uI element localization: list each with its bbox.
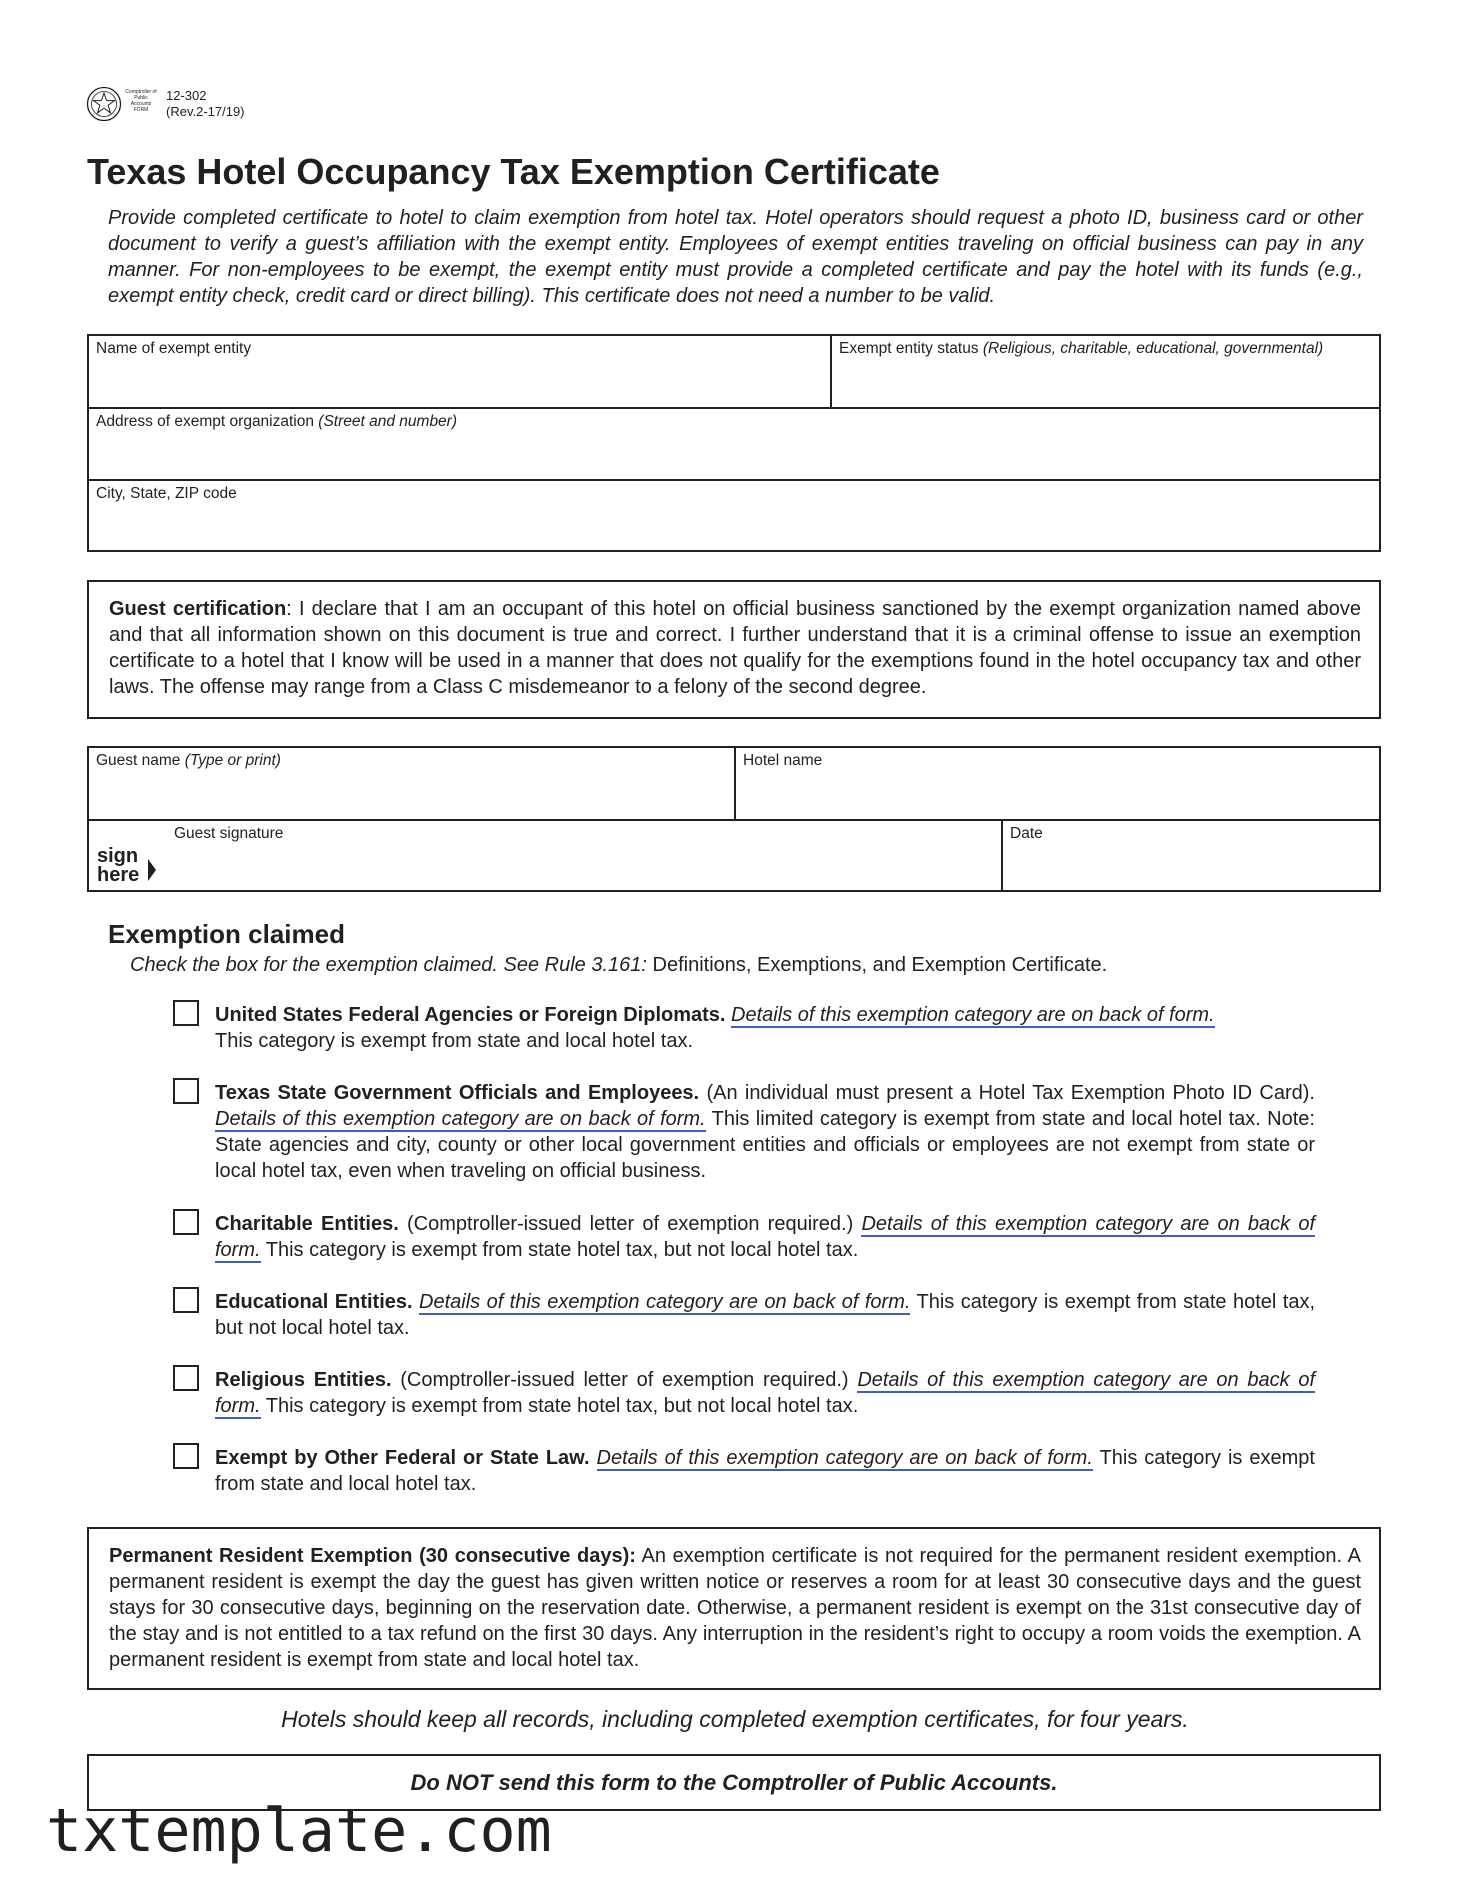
details-link-state[interactable]: Details of this exemption category are on back of form. xyxy=(215,1108,706,1130)
details-link-religious[interactable]: Details of this exemption category are on back of form. xyxy=(215,1369,1316,1417)
date-field[interactable] xyxy=(1003,821,1379,890)
intro-paragraph: Provide completed certificate to hotel to claim exemption from hotel tax. Hotel operators should request a photo ID, business card or other document to verify a guest’s affiliation with the exempt entity. Employees of exempt entities traveling on official business can pay in any manner. For non-employees to be exempt, the exempt entity must provide a completed certificate and pay the hotel with its funds (e.g., exempt entity check, credit card or direct billing). This certificate does not need a number to be valid. xyxy=(108,207,1363,307)
exempt-entity-name-field[interactable] xyxy=(89,336,830,408)
hotel-name-field[interactable] xyxy=(736,748,1379,820)
date-label: Date xyxy=(1010,825,1043,842)
checkbox-charitable[interactable] xyxy=(173,1209,199,1235)
details-link-federal[interactable]: Details of this exemption category are on back of form. xyxy=(731,1004,1215,1026)
watermark: txtemplate.com xyxy=(46,1796,552,1866)
permanent-resident-box xyxy=(87,1527,1381,1690)
permanent-resident-text: Permanent Resident Exemption (30 consecutive days): An exemption certificate is not required for the permanent resident exemption. A permanent resident is exempt the day the guest has given written notice or reserves a room for at least 30 consecutive days and the guest stays for 30 consecutive days, beginning on the reservation date. Otherwise, a permanent resident is exempt on the 31st consecutive day of the stay and is not entitled to a tax refund on the first 30 days. Any interruption in the resident’s right to occupy a room voids the exemption. A permanent resident is exempt from state and local hotel tax. xyxy=(109,1545,1361,1671)
checkbox-other-law[interactable] xyxy=(173,1443,199,1469)
details-link-charitable[interactable]: Details of this exemption category are on back of form. xyxy=(215,1213,1316,1261)
entity-fields-table xyxy=(87,334,1381,552)
sign-here-arrow-icon xyxy=(148,859,156,881)
keep-records-note: Hotels should keep all records, including completed exemption certificates, for four years. xyxy=(281,1706,1189,1732)
comptroller-seal-icon xyxy=(86,86,122,122)
guest-certification-box xyxy=(87,580,1381,719)
page-title: Texas Hotel Occupancy Tax Exemption Certificate xyxy=(87,151,940,192)
guest-fields-table xyxy=(87,746,1381,892)
form-number-block xyxy=(166,88,245,120)
hotel-name-label: Hotel name xyxy=(743,752,823,769)
checkbox-federal-agencies[interactable] xyxy=(173,1000,199,1026)
exempt-entity-status-hint: (Religious, charitable, educational, governmental) xyxy=(982,340,1324,357)
details-link-educational[interactable]: Details of this exemption category are on back of form. xyxy=(419,1291,911,1313)
guest-signature-field[interactable] xyxy=(89,821,1001,890)
exempt-entity-status-label: Exempt entity status (Religious, charitable, educational, governmental) xyxy=(839,340,1324,357)
guest-certification-text: Guest certification: I declare that I am an occupant of this hotel on official business sanctioned by the exempt organization named above and that all information shown on this document is true and correct. I further understand that it is a criminal offense to issue an exemption certificate to a hotel that I know will be used in a manner that does not qualify for the exemptions found in the hotel occupancy tax and other laws. The offense may range from a Class C misdemeanor to a felony of the second degree. xyxy=(109,598,1361,698)
checkbox-state-officials[interactable] xyxy=(173,1078,199,1104)
checkbox-religious[interactable] xyxy=(173,1365,199,1391)
form-number: 12-302 xyxy=(166,88,207,103)
details-link-other-law[interactable]: Details of this exemption category are on back of form. xyxy=(596,1447,1093,1469)
city-state-zip-field[interactable] xyxy=(89,481,1379,550)
do-not-send-text: Do NOT send this form to the Comptroller of Public Accounts. xyxy=(410,1770,1058,1795)
option-federal-agencies: United States Federal Agencies or Foreign Diplomats. Details of this exemption category are on back of form. This category is exempt from state and local hotel tax. xyxy=(215,1004,1215,1052)
exempt-org-address-hint: (Street and number) xyxy=(318,413,458,430)
option-charitable: Charitable Entities. (Comptroller-issued letter of exemption required.) Details of this exemption category are on back of form. This category is exempt from state hotel tax, but not local hotel tax. xyxy=(215,1213,1316,1261)
guest-signature-label: Guest signature xyxy=(174,825,284,842)
sign-here-marker: sign here xyxy=(97,845,140,886)
option-other-law: Exempt by Other Federal or State Law. Details of this exemption category are on back of form. This category is exempt from state and local hotel tax. xyxy=(215,1447,1315,1495)
guest-name-hint: (Type or print) xyxy=(184,752,281,769)
form-revision: (Rev.2-17/19) xyxy=(166,104,245,119)
seal-caption: Comptroller of Public Accounts FORM xyxy=(125,89,157,113)
exempt-org-address-label: Address of exempt organization (Street and number) xyxy=(96,413,458,430)
guest-name-label: Guest name (Type or print) xyxy=(96,752,281,769)
option-educational: Educational Entities. Details of this exemption category are on back of form. This category is exempt from state hotel tax, but not local hotel tax. xyxy=(215,1291,1316,1339)
checkbox-educational[interactable] xyxy=(173,1287,199,1313)
exempt-entity-name-label: Name of exempt entity xyxy=(96,340,252,357)
exemption-instruction: Check the box for the exemption claimed. See Rule 3.161: Definitions, Exemptions, and Exemption Certificate. xyxy=(130,954,1108,976)
guest-certification-heading: Guest certification xyxy=(109,598,287,620)
exemption-claimed-heading: Exemption claimed xyxy=(108,919,345,949)
exempt-entity-status-field[interactable] xyxy=(832,336,1381,408)
option-religious: Religious Entities. (Comptroller-issued letter of exemption required.) Details of this exemption category are on back of form. This category is exempt from state hotel tax, but not local hotel tax. xyxy=(215,1369,1316,1417)
city-state-zip-label: City, State, ZIP code xyxy=(96,485,237,502)
permanent-resident-heading: Permanent Resident Exemption (30 consecutive days): xyxy=(109,1545,636,1567)
option-state-officials: Texas State Government Officials and Employees. (An individual must present a Hotel Tax Exemption Photo ID Card). Details of this exemption category are on back of form. This limited category is exempt from state and local hotel tax. Note: State agencies and city, county or other local government entities and officials or employees are not exempt from state or local hotel tax, even when traveling on official business. xyxy=(215,1082,1315,1182)
exempt-org-address-field[interactable] xyxy=(89,409,1379,479)
guest-name-field[interactable] xyxy=(89,748,734,820)
